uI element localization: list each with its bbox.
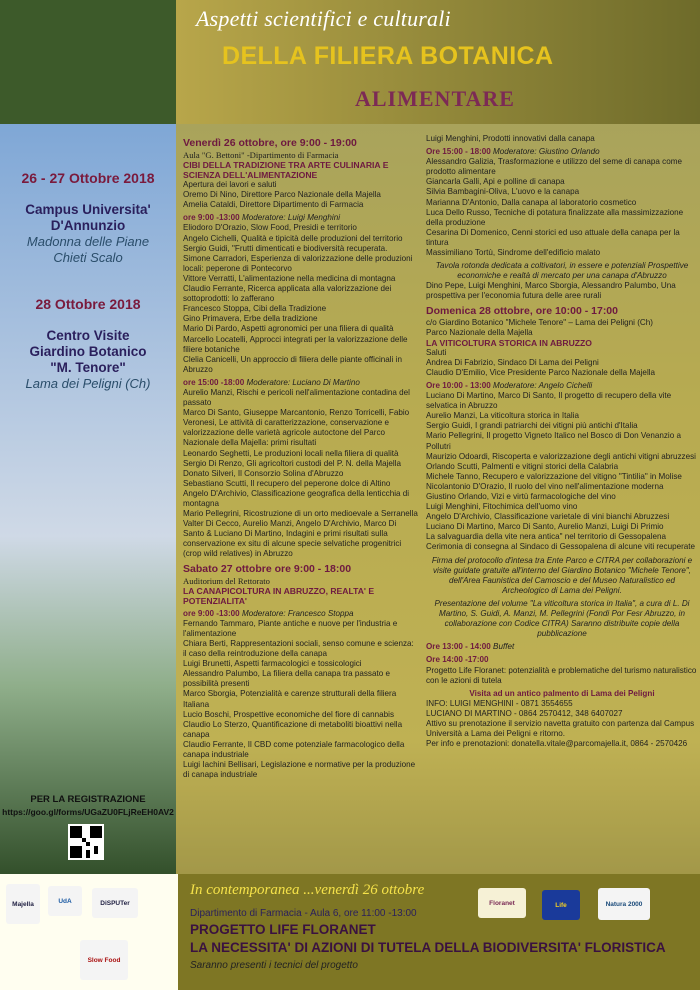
session-slot [426, 147, 698, 157]
program-note: Firma del protocollo d'intesa tra Ente Parco e CITRA per collaborazioni e visite guidate gratuite all'interno del Giardino Botanico "Michele Tenore", dell'Area Faunistica del Camoscio e del Museo Naturalistico ed Archeologico di Lama dei Peligni. [431, 555, 693, 595]
program-item: Chiara Berti, Rappresentazioni sociali, senso comune e scienza: il caso della reintroduzione della canapa [183, 638, 414, 659]
program-note: Tavola rotonda dedicata a coltivatori, in essere e potenziali Prospettive economiche e realtà di mercato per una canapa d'Abruzzo [435, 261, 689, 281]
program-item: Leonardo Seghetti, Le produzioni locali nella filiera di qualità [183, 448, 399, 458]
footer-location: Dipartimento di Farmacia - Aula 6, ore 11:00 -13:00 [190, 908, 417, 919]
program-item: Marco Di Santo, Giuseppe Marcantonio, Renzo Torricelli, Fabio Veronesi, Le attività di caratterizzazione, conservazione e valorizzazione delle varietà agricole autoctone del Parco Nazionale della Majella: primi risultati [183, 408, 410, 448]
program-item: Giustino Orlando, Vizi e virtù farmacologiche del vino [426, 492, 616, 501]
program-item: Luigi Menghini, Fitochimica dell'uomo vino [426, 502, 578, 512]
program-item: Angelo D'Archivio, Classificazione geografica della lenticchia di montagna [183, 488, 410, 508]
program-item: Cesarina Di Domenico, Cenni storici ed uso attuale della canapa per la tintura [426, 227, 680, 247]
venue-first-l1: Campus Universita' [25, 202, 151, 217]
footer-note: Saranno presenti i tecnici del progetto [190, 960, 358, 971]
program-item: Claudio Lo Sterzo, Quantificazione di metaboliti bioattivi nella canapa [183, 719, 403, 739]
session-date: Venerdì 26 ottobre, ore 9:00 - 19:00 [183, 137, 357, 149]
life-logo: Life [542, 890, 580, 920]
program-item: Andrea Di Fabrizio, Sindaco Di Lama dei Peligni [426, 357, 599, 367]
footer-heading: LA NECESSITA' DI AZIONI DI TUTELA DELLA BIODIVERSITA' FLORISTICA [190, 940, 666, 955]
session-slot [426, 642, 698, 652]
program-item: Francesco Stoppa, Cibi della Tradizione [183, 304, 327, 314]
venue-second-l3: "M. Tenore" [50, 360, 126, 375]
session-title: CIBI DELLA TRADIZIONE TRA ARTE CULINARIA E SCIENZA DELL'ALIMENTAZIONE [183, 160, 389, 181]
program-item: c/o Giardino Botanico "Michele Tenore" – Lama dei Peligni (Ch) [426, 317, 653, 327]
place-first-l2: Chieti Scalo [53, 250, 123, 265]
program-item: Sergio Di Renzo, Gli agricoltori custodi del P. N. della Majella [183, 458, 402, 468]
program-item: Dino Pepe, Luigi Menghini, Marco Sborgia, Alessandro Palumbo, Una prospettiva per l'economia futura delle aree rurali [426, 281, 676, 301]
footer-project: PROGETTO LIFE FLORANET [190, 922, 376, 937]
program-item: Mario Pellegrini, Ricostruzione di un orto medioevale a Serranella [183, 509, 418, 519]
sidebar [0, 124, 176, 392]
header-line2: DELLA FILIERA BOTANICA [222, 42, 554, 70]
registration-label: PER LA REGISTRAZIONE [30, 794, 146, 805]
slot-moderator: Moderatore: Giustino Orlando [490, 147, 600, 157]
program-item: Claudio Ferrante, Il CBD come potenziale farmacologico della canapa industriale [183, 739, 405, 759]
majella-logo: Majella [6, 884, 40, 924]
program-item: Clelia Canicelli, Un approccio di filiera delle piante officinali in Abruzzo [183, 354, 402, 374]
venue-first-l2: D'Annunzio [50, 218, 126, 233]
slot-moderator: Moderatore: Luciano Di Martino [244, 377, 360, 387]
program-item: Apertura dei lavori e saluti [183, 180, 277, 190]
program-item: Donato Silveri, Il Consorzio Solina d'Abruzzo [183, 468, 344, 478]
program-item: Luciano Di Martino, Marco Di Santo, Il progetto di recupero della vite selvatica in Abruzzo [426, 391, 672, 411]
program-item: Mario Pellegrini, Il progetto Vigneto Italico nel Bosco di Don Venanzio a Pollutri [426, 431, 681, 451]
slot-time: Ore 15:00 - 18:00 [426, 147, 491, 157]
session-date: Domenica 28 ottobre, ore 10:00 - 17:00 [426, 304, 618, 317]
session-slot [183, 213, 419, 223]
program-item: Luigi Iachini Bellisari, Legislazione e normative per la produzione di canapa industriale [183, 760, 416, 780]
program-item: Claudio Ferrante, Ricerca applicata alla valorizzazione dei sottoprodotti: lo zafferano [183, 284, 392, 304]
slot-time: Ore 10:00 - 13:00 [426, 380, 491, 390]
venue-second-l2: Giardino Botanico [29, 344, 147, 359]
program-item: Vittore Verratti, L'alimentazione nella medicina di montagna [183, 273, 396, 283]
session-slot [426, 655, 698, 665]
session-date: Sabato 27 ottobre ore 9:00 - 18:00 [183, 562, 352, 575]
program-item: Angelo Cichelli, Qualità e tipicità delle produzioni del territorio [183, 233, 403, 243]
slot-moderator: Moderatore: Angelo Cichelli [490, 380, 593, 390]
slot-time: Ore 14:00 -17:00 [426, 655, 489, 665]
program-item: Attivo su prenotazione il servizio navetta gratuito con partenza dal Campus Università a Lama dei Peligni e ritorno. [426, 718, 695, 739]
program-item: Parco Nazionale della Majella [426, 327, 533, 337]
program-item: Silvia Bambagini-Oliva, L'uovo e la canapa [426, 187, 580, 197]
program-item: Angelo D'Archivio, Classificazione varietale di vini bianchi Abruzzesi [426, 512, 670, 522]
venue-second-l1: Centro Visite [46, 328, 130, 343]
program-item: Maurizio Odoardi, Riscoperta e valorizzazione degli antichi vitigni abruzzesi [426, 451, 696, 461]
floranet-logo: Floranet [478, 888, 526, 918]
program-item: Giancarla Galli, Api e polline di canapa [426, 177, 565, 187]
program-column-left [183, 134, 419, 780]
program-item: Valter Di Cecco, Aurelio Manzi, Angelo D'Archivio, Marco Di Santo & Luciano Di Martino, Indagini e primi risultati sulla conservazione ex situ di alcune specie selvatiche progenitrici (crop wild relatives) in Abruzzo [183, 519, 402, 559]
program-item: Claudio D'Emilio, Vice Presidente Parco Nazionale della Majella [426, 367, 656, 377]
registration [0, 794, 176, 817]
slot-time: Ore 13:00 - 14:00 [426, 642, 491, 652]
program-item: Alessandro Galizia, Trasformazione e utilizzo del seme di canapa come prodotto alimentare [426, 157, 682, 177]
program-item: Alessandro Palumbo, La filiera della canapa tra passato e possibilità presenti [183, 669, 390, 689]
program-item: Luciano Di Martino, Marco Di Santo, Aurelio Manzi, Luigi Di Primio [426, 522, 664, 532]
slot-time: ore 15:00 -18:00 [183, 377, 245, 387]
program-item: Luigi Brunetti, Aspetti farmacologici e tossicologici [183, 659, 362, 669]
slot-time: ore 9:00 -13:00 [183, 608, 240, 618]
program-item: Lucio Boschi, Prospettive economiche del fiore di cannabis [183, 709, 395, 719]
header-line1: Aspetti scientifici e culturali [196, 6, 451, 31]
program-item: Marcello Locatelli, Approcci integrati per la valorizzazione delle filiere botaniche [183, 334, 408, 354]
slot-moderator: Moderatore: Luigi Menghini [239, 213, 341, 223]
dates-second: 28 Ottobre 2018 [35, 296, 141, 312]
program-item: Sebastiano Scutti, Il recupero del peperone dolce di Altino [183, 478, 391, 488]
slot-moderator: Buffet [490, 642, 515, 652]
program-item: Per info e prenotazioni: donatella.vitale@parcomajella.it, 0864 - 2570426 [426, 739, 688, 749]
program-item: Simone Carradori, Esperienza di valorizzazione delle produzioni locali: peperone di Pontecorvo [183, 253, 413, 273]
program-item: Nicolantonio D'Orazio, Il ruolo del vino nell'alimentazione moderna [426, 481, 664, 491]
program-item: Fernando Tammaro, Piante antiche e nuove per l'industria e l'alimentazione [183, 618, 398, 638]
program-item: Progetto Life Floranet: potenzialità e problematiche del turismo naturalistico con le azioni di tutela [426, 665, 697, 685]
program-column-right [426, 134, 698, 749]
disputer-logo: DiSPUTer [92, 888, 138, 918]
program-item: Sergio Guidi, "Frutti dimenticati e biodiversità recuperata. [183, 243, 388, 253]
slow-food-logo: Slow Food [80, 940, 128, 980]
place-second: Lama dei Peligni (Ch) [25, 376, 151, 391]
program-item: Massimiliano Tortù, Sindrome dell'edificio malato [426, 248, 601, 258]
program-item: Aurelio Manzi, La viticoltura storica in Italia [426, 411, 579, 421]
dates-first: 26 - 27 Ottobre 2018 [21, 170, 155, 186]
program-item: Amelia Cataldi, Direttore Dipartimento di Farmacia [183, 200, 364, 210]
program-item: Eliodoro D'Orazio, Slow Food, Presidi e territorio [183, 223, 357, 233]
session-hall: Aula "G. Bettoni" -Dipartimento di Farmacia [183, 150, 339, 160]
session-slot [183, 609, 419, 619]
session-hall: Auditorium del Rettorato [183, 575, 270, 586]
program-item: Marco Sborgia, Potenzialità e carenze strutturali della filiera Italiana [183, 689, 397, 709]
session-title: LA CANAPICOLTURA IN ABRUZZO, REALTA' E POTENZIALITA' [183, 585, 375, 606]
program-item: Oremo Di Nino, Direttore Parco Nazionale della Majella [183, 190, 381, 200]
session-title: LA VITICOLTURA STORICA IN ABRUZZO [426, 337, 592, 348]
registration-link[interactable]: https://goo.gl/forms/UGaZU0FLjReEH0AV2 [2, 807, 174, 817]
program-item: Orlando Scutti, Palmenti e vitigni storici della Calabria [426, 461, 619, 471]
program-item: La salvaguardia della vite nera antica" nel territorio di Gessopalena Cerimonia di consegna al Sindaco di Gessopalena di alcune viti recuperate [426, 532, 696, 552]
program-note: Presentazione del volume "La viticoltura storica in Italia", a cura di L. Di Martino, S. Guidi, A. Manzi, M. Pellegrini (Fondi Por Fesr Abruzzo, in collaborazione con Codice CITRA) Saranno distribuite copie della pubblicazione [434, 598, 690, 639]
program-item: Saluti [426, 347, 447, 357]
program-item: Luigi Menghini, Prodotti innovativi dalla canapa [426, 134, 595, 143]
program-item: LUCIANO DI MARTINO - 0864 2570412, 348 6407027 [426, 708, 623, 718]
footer-title: In contemporanea ...venerdì 26 ottobre [190, 882, 425, 898]
session-slot [183, 378, 419, 388]
slot-time: ore 9:00 -13:00 [183, 213, 240, 223]
program-item: Michele Tanno, Recupero e valorizzazione del vitigno "Tintilia" in Molise [426, 471, 682, 481]
uda-logo: UdA [48, 886, 82, 916]
slot-moderator: Moderatore: Francesco Stoppa [239, 608, 354, 618]
program-item: Aurelio Manzi, Rischi e pericoli nell'alimentazione contadina del passato [183, 387, 410, 408]
session-slot [426, 381, 698, 391]
place-first-l1: Madonna delle Piane [26, 234, 150, 249]
natura2000-logo: Natura 2000 [598, 888, 650, 920]
program-item: Mario Di Pardo, Aspetti agronomici per una filiera di qualità [183, 324, 394, 334]
qr-code-icon[interactable] [68, 824, 104, 860]
program-item: INFO: LUIGI MENGHINI - 0871 3554655 [426, 698, 573, 708]
program-item: Marianna D'Antonio, Dalla canapa al laboratorio cosmetico [426, 197, 637, 207]
program-item: Sergio Guidi, I grandi patriarchi dei vitigni più antichi d'Italia [426, 421, 638, 431]
program-item: Gino Primavera, Erbe della tradizione [183, 314, 318, 324]
header-line3: ALIMENTARE [355, 86, 515, 111]
program-highlight: Visita ad un antico palmento di Lama dei Peligni [469, 688, 655, 698]
program-item: Luca Dello Russo, Tecniche di potatura finalizzate alla massimizzazione della produzione [426, 207, 684, 227]
